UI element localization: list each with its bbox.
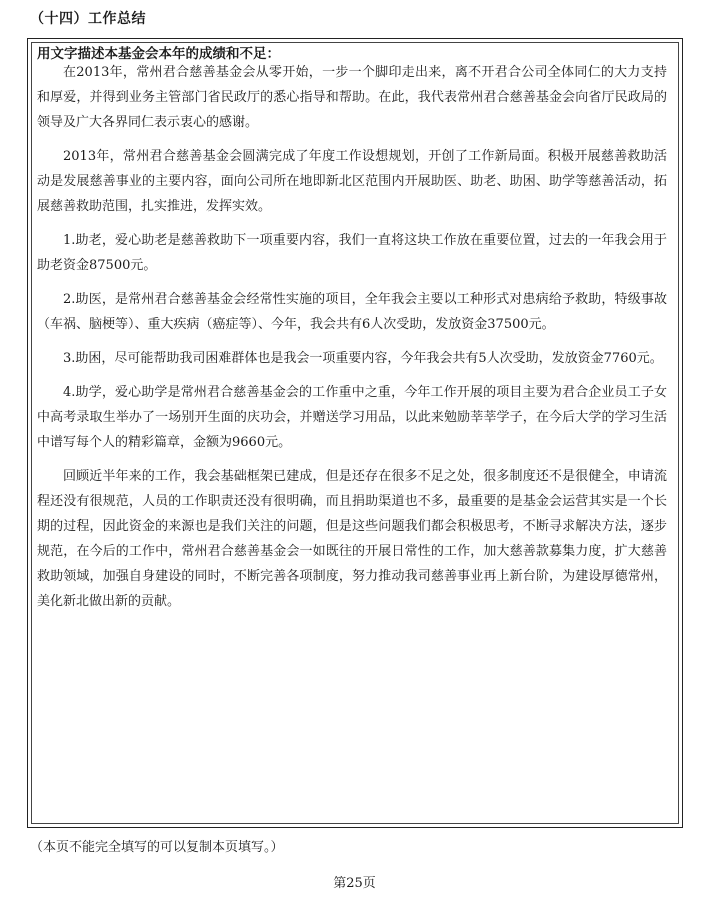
summary-body xyxy=(37,60,667,623)
paragraph-overview: 2013年，常州君合慈善基金会圆满完成了年度工作设想规划，开创了工作新局面。积极开展慈善救助活动是发展慈善事业的主要内容，面向公司所在地即新北区范围内开展助医、助老、助困、助学等慈善活动，拓展慈善救助范围，扎实推进，发挥实效。 xyxy=(37,149,667,214)
paragraph-intro: 在2013年，常州君合慈善基金会从零开始，一步一个脚印走出来，离不开君合公司全体同仁的大力支持和厚爱，并得到业务主管部门省民政厅的悉心指导和帮助。在此，我代表常州君合慈善基金会向省厅民政局的领导及广大各界同仁表示衷心的感谢。 xyxy=(37,65,667,130)
paragraph-medical-aid: 2.助医，是常州君合慈善基金会经常性实施的项目，全年我会主要以工种形式对患病给予救助，特级事故（车祸、脑梗等）、重大疾病（癌症等）、今年，我会共有6人次受助，发放资金37500元。 xyxy=(37,292,667,332)
footnote: （本页不能完全填写的可以复制本页填写。） xyxy=(30,840,284,855)
paragraph-elderly-aid: 1.助老，爱心助老是慈善救助下一项重要内容，我们一直将这块工作放在重要位置，过去的一年我会用于助老资金87500元。 xyxy=(37,233,667,273)
form-prompt: 用文字描述本基金会本年的成绩和不足： xyxy=(37,46,280,62)
page-number: 第25页 xyxy=(333,876,376,891)
paragraph-review: 回顾近半年来的工作，我会基础框架已建成，但是还存在很多不足之处，很多制度还不是很健全，申请流程还没有很规范，人员的工作职责还没有很明确，而且捐助渠道也不多，最重要的是基金会运营其实是一个长期的过程，因此资金的来源也是我们关注的问题，但是这些问题我们都会积极思考，不断寻求解决方法，逐步规范，在今后的工作中，常州君合慈善基金会一如既往的开展日常性的工作，加大慈善款募集力度，扩大慈善救助领域，加强自身建设的同时，不断完善各项制度，努力推动我司慈善事业再上新台阶，为建设厚德常州，美化新北做出新的贡献。 xyxy=(37,469,667,609)
paragraph-education-aid: 4.助学，爱心助学是常州君合慈善基金会的工作重中之重，今年工作开展的项目主要为君合企业员工子女中高考录取生举办了一场别开生面的庆功会，并赠送学习用品，以此来勉励莘莘学子，在今后大学的学习生活中谱写每个人的精彩篇章，金额为9660元。 xyxy=(37,385,667,450)
paragraph-hardship-aid: 3.助困，尽可能帮助我司困难群体也是我会一项重要内容，今年我会共有5人次受助，发放资金7760元。 xyxy=(63,351,663,366)
section-title: （十四）工作总结 xyxy=(30,11,146,27)
